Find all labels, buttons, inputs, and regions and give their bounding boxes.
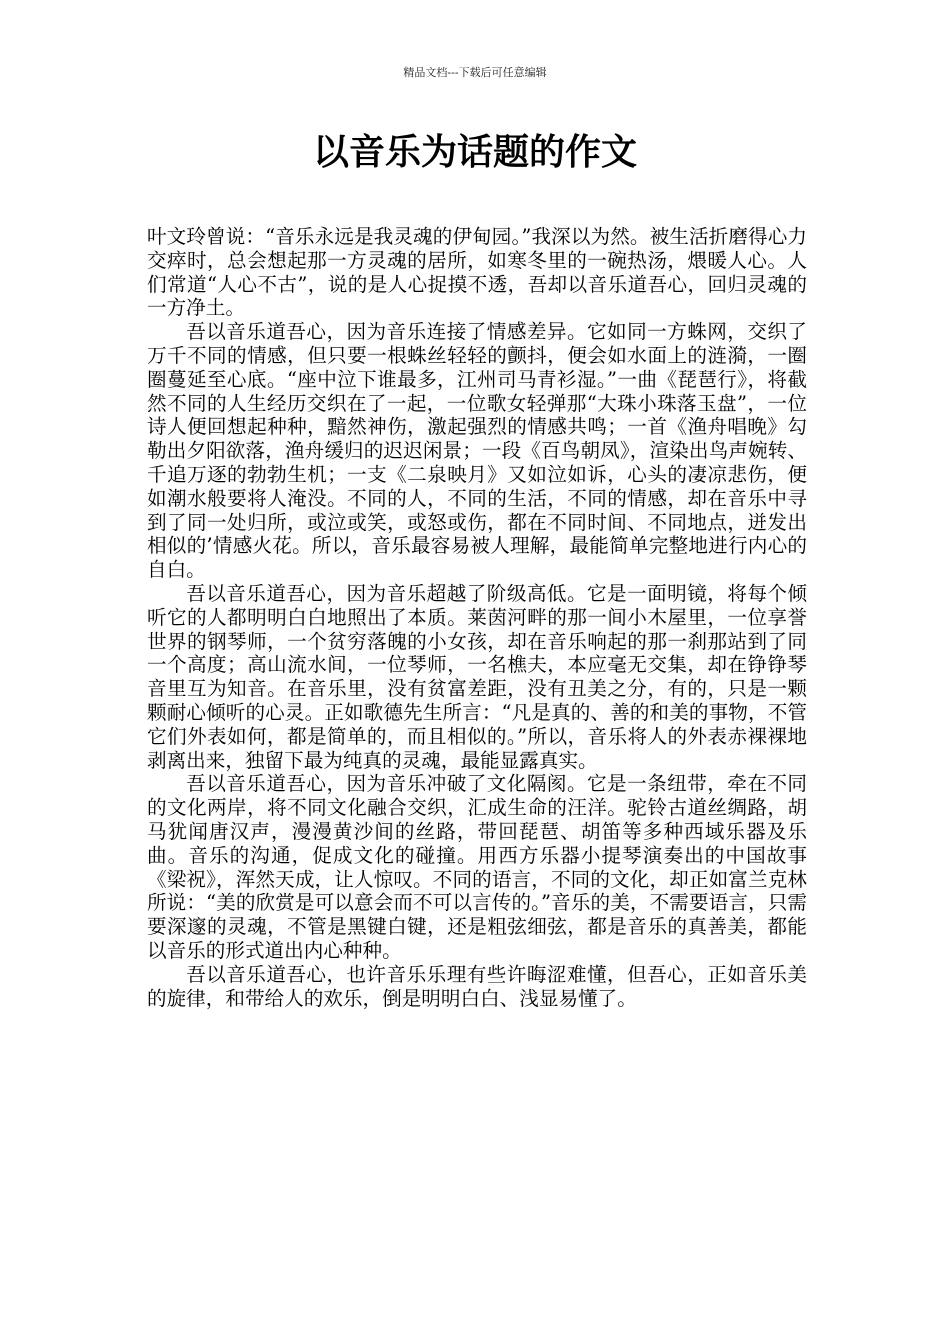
document-title: 以音乐为话题的作文: [312, 132, 637, 173]
paragraph-3: 吾以音乐道吾心，因为音乐超越了阶级高低。它是一面明镜，将每个倾听它的人都明明白白地照出了本质。莱茵河畔的那一间小木屋里，一位享誉世界的钢琴师，一个贫穷落魄的小女孩，却在音乐响起的那一刹那站到了同一个高度；高山流水间，一位琴师，一名樵夫，本应毫无交集，却在铮铮琴音里互为知音。在音乐里，没有贫富差距，没有丑美之分，有的，只是一颗颗耐心倾听的心灵。正如歌德先生所言：“凡是真的、善的和美的事物，不管它们外表如何，都是简单的，而且相似的。”所以，音乐将人的外表赤裸裸地剥离出来，独留下最为纯真的灵魂，最能显露真实。: [147, 581, 807, 772]
page-header-note: 精品文档---下载后可任意编辑: [403, 66, 547, 79]
paragraph-2: 吾以音乐道吾心，因为音乐连接了情感差异。它如同一方蛛网，交织了万千不同的情感，但只要一根蛛丝轻轻的颤抖，便会如水面上的涟漪，一圈圈蔓延至心底。“座中泣下谁最多，江州司马青衫湿。”一曲《琵琶行》，将截然不同的人生经历交织在了一起，一位歌女轻弹那“大珠小珠落玉盘”，一位诗人便回想起种种，黯然神伤，激起强烈的情感共鸣；一首《渔舟唱晚》勾勒出夕阳欲落，渔舟缓归的迟迟闲景；一段《百鸟朝凤》，渲染出鸟声婉转、千追万逐的勃勃生机；一支《二泉映月》又如泣如诉，心头的凄凉悲伤，便如潮水般要将人淹没。不同的人，不同的生活，不同的情感，却在音乐中寻到了同一处归所，或泣或笑，或怒或伤，都在不同时间、不同地点，迸发出相似的’情感火花。所以，音乐最容易被人理解，最能简单完整地进行内心的自白。: [147, 320, 807, 582]
document-body: [147, 225, 807, 1010]
paragraph-1: 叶文玲曾说：“音乐永远是我灵魂的伊甸园。”我深以为然。被生活折磨得心力交瘁时，总会想起那一方灵魂的居所，如寒冬里的一碗热汤，煨暖人心。人们常道“人心不古”，说的是人心捉摸不透，吾却以音乐道吾心，回归灵魂的一方净土。: [147, 225, 807, 320]
paragraph-4: 吾以音乐道吾心，因为音乐冲破了文化隔阂。它是一条纽带，牵在不同的文化两岸，将不同文化融合交织，汇成生命的汪洋。驼铃古道丝绸路，胡马犹闻唐汉声，漫漫黄沙间的丝路，带回琵琶、胡笛等多种西域乐器及乐曲。音乐的沟通，促成文化的碰撞。用西方乐器小提琴演奏出的中国故事《梁祝》，浑然天成，让人惊叹。不同的语言，不同的文化，却正如富兰克林所说：“美的欣赏是可以意会而不可以言传的。”音乐的美，不需要语言，只需要深邃的灵魂，不管是黑键白键，还是粗弦细弦，都是音乐的真善美，都能以音乐的形式道出内心种种。: [147, 772, 807, 962]
paragraph-5: 吾以音乐道吾心，也许音乐乐理有些许晦涩难懂，但吾心，正如音乐美的旋律，和带给人的欢乐，倒是明明白白、浅显易懂了。: [147, 962, 807, 1010]
